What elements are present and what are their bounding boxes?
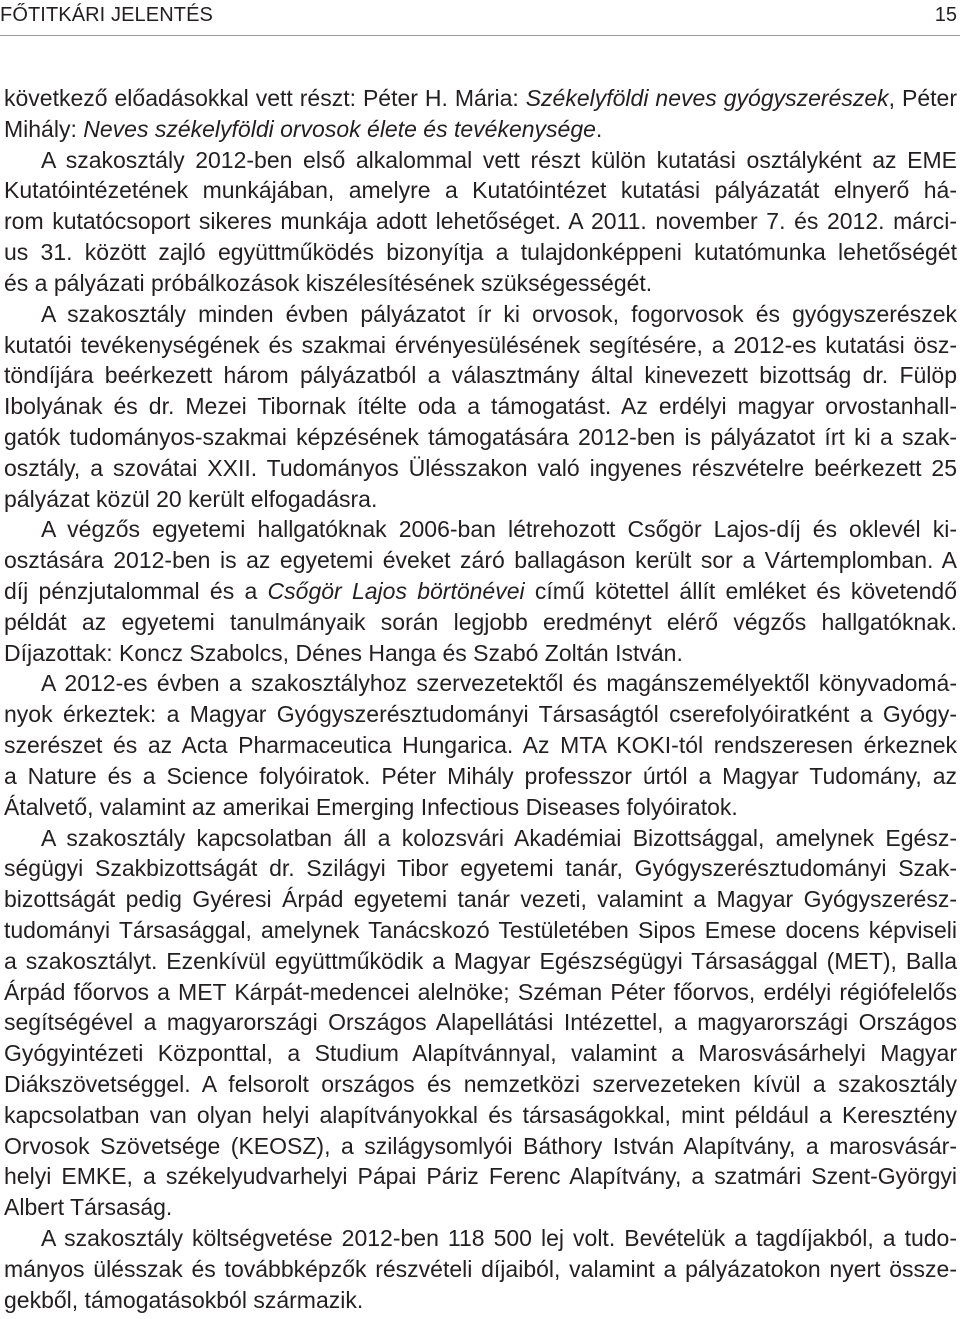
text-line: Diákszövetséggel. A felsorolt országos és nemzetközi szervezeteken kívül a szakosztály: [4, 1071, 957, 1097]
text-line: a szakosztályt. Ezenkívül együttműködik a Magyar Egészségügyi Társasággal (MET), Balla: [4, 947, 957, 974]
text-line: bizottságát pedig Gyéresi Árpád egyetemi tanár vezeti, valamint a Magyar Gyógyszerész-: [4, 886, 957, 913]
paragraph: [4, 83, 957, 145]
text-line: A 2012-es évben a szakosztályhoz szervezetektől és magánszemélyektől könyvadomá-: [41, 670, 957, 697]
text-line: A szakosztály 2012-ben első alkalommal vett részt külön kutatási osztályként az EME: [41, 146, 957, 173]
line-text: díj pénzjutalommal és a: [4, 578, 268, 604]
paragraph: [4, 299, 957, 515]
text-line: Gyógyintézeti Központtal, a Studium Alapítvánnyal, valamint a Marosvásárhelyi Magyar: [4, 1040, 957, 1067]
text-line: [4, 576, 957, 607]
italic-title: Székelyföldi neves gyógyszerészek: [525, 85, 889, 111]
text-line: kapcsolatban van olyan helyi alapítványokkal és társaságokkal, mint például a Keresztény: [4, 1101, 957, 1128]
text-line: A szakosztály költségvetése 2012-ben 118 500 lej volt. Bevételük a tagdíjakból, a tudo-: [41, 1225, 957, 1252]
text-line: osztály, a szovátai XXII. Tudományos Ülésszakon való ingyenes részvételre beérkezett 25: [4, 454, 957, 481]
text-line: gekből, támogatásokból származik.: [4, 1286, 364, 1313]
text-line: példát az egyetemi tanulmányaik során legjobb eredményt elérő végzős hallgatóknak.: [4, 608, 957, 635]
text-line: Díjazottak: Koncz Szabolcs, Dénes Hanga és Szabó Zoltán István.: [4, 639, 683, 666]
text-line: A végzős egyetemi hallgatóknak 2006-ban létrehozott Csőgör Lajos-díj és oklevél ki-: [41, 516, 957, 543]
text-line: töndíjára beérkezett három pályázatból a választmány által kinevezett bizottság dr. Fülöp: [4, 362, 957, 389]
line-text: Mihály:: [4, 115, 84, 142]
text-line: Orvosok Szövetsége (KEOSZ), a szilágysomlyói Báthory István Alapítvány, a marosvásár-: [4, 1132, 957, 1159]
line-text: következő előadásokkal vett részt: Péter H. Mária:: [4, 85, 526, 111]
line-text: című kötettel állít emléket és követendő: [524, 578, 957, 604]
text-line: A szakosztály minden évben pályázatot ír ki orvosok, fogorvosok és gyógyszerészek: [41, 300, 957, 327]
line-text: , Péter: [888, 85, 957, 111]
header-rule: [0, 35, 960, 36]
text-line: Átalvető, valamint az amerikai Emerging Infectious Diseases folyóiratok.: [4, 793, 738, 820]
text-line: nyok érkeztek: a Magyar Gyógyszerésztudományi Társaságtól cserefolyóiratként a Gyógy-: [4, 701, 957, 728]
text-line: Árpád főorvos a MET Kárpát-medencei alelnöke; Széman Péter főorvos, erdélyi régiófelelős: [4, 978, 957, 1005]
text-line: és a pályázati próbálkozások kiszélesítésének szükségességét.: [4, 269, 653, 296]
text-line: us 31. között zajló együttműködés bizonyítja a tulajdonképpeni kutatómunka lehetőségét: [4, 239, 957, 266]
paragraph: [4, 1223, 957, 1315]
body-text: [4, 83, 957, 1316]
text-line: gatók tudományos-szakmai képzésének támogatására 2012-ben is pályázatot írt ki a szak-: [4, 423, 957, 450]
paragraph: [4, 514, 957, 668]
text-line: segítségével a magyarországi Országos Alapellátási Intézettel, a magyarországi Országos: [4, 1009, 957, 1036]
text-line: tudományi Társasággal, amelynek Tanácskozó Testületében Sipos Emese docens képviseli: [4, 916, 957, 943]
italic-title: Neves székelyföldi orvosok élete és tevékenysége: [83, 115, 596, 142]
text-line: [4, 83, 957, 114]
paragraph: [4, 823, 957, 1224]
text-line: Kutatóintézetének munkájában, amelyre a Kutatóintézet kutatási pályázatát elnyerő há-: [4, 177, 957, 204]
running-title: FŐTITKÁRI JELENTÉS: [0, 4, 213, 26]
text-line: helyi EMKE, a székelyudvarhelyi Pápai Páriz Ferenc Alapítvány, a szatmári Szent-Györgyi: [4, 1163, 957, 1190]
text-line: ségügyi Szakbizottságát dr. Szilágyi Tibor egyetemi tanár, Gyógyszerésztudományi Szak-: [4, 855, 957, 882]
text-line: Albert Társaság.: [4, 1194, 173, 1221]
text-line: A szakosztály kapcsolatban áll a kolozsvári Akadémiai Bizottsággal, amelynek Egész-: [41, 824, 957, 851]
line-text: .: [595, 115, 603, 142]
text-line: mányos ülésszak és továbbképzők részvételi díjaiból, valamint a pályázatokon nyert össze-: [4, 1255, 957, 1282]
italic-title: Csőgör Lajos börtönévei: [267, 578, 525, 604]
text-line: szerészet és az Acta Pharmaceutica Hungarica. Az MTA KOKI-tól rendszeresen érkeznek: [4, 732, 957, 759]
page-number: 15: [934, 4, 957, 26]
text-line: [4, 114, 957, 145]
text-line: Ibolyának és dr. Mezei Tibornak ítélte oda a támogatást. Az erdélyi magyar orvostanhall-: [4, 393, 957, 420]
running-head: [0, 0, 960, 30]
paragraph: [4, 668, 957, 822]
text-line: pályázat közül 20 került elfogadásra.: [4, 485, 378, 512]
text-line: rom kutatócsoport sikeres munkája adott lehetőséget. A 2011. november 7. és 2012. márci-: [4, 208, 957, 235]
text-line: kutatói tevékenységének és szakmai érvényesülésének segítésére, a 2012-es kutatási ösz-: [4, 331, 957, 358]
text-line: a Nature és a Science folyóiratok. Péter Mihály professzor úrtól a Magyar Tudomány, az: [4, 762, 957, 789]
text-line: osztására 2012-ben is az egyetemi éveket záró ballagáson került sor a Vártemplomban. A: [4, 547, 957, 574]
paragraph: [4, 145, 957, 299]
